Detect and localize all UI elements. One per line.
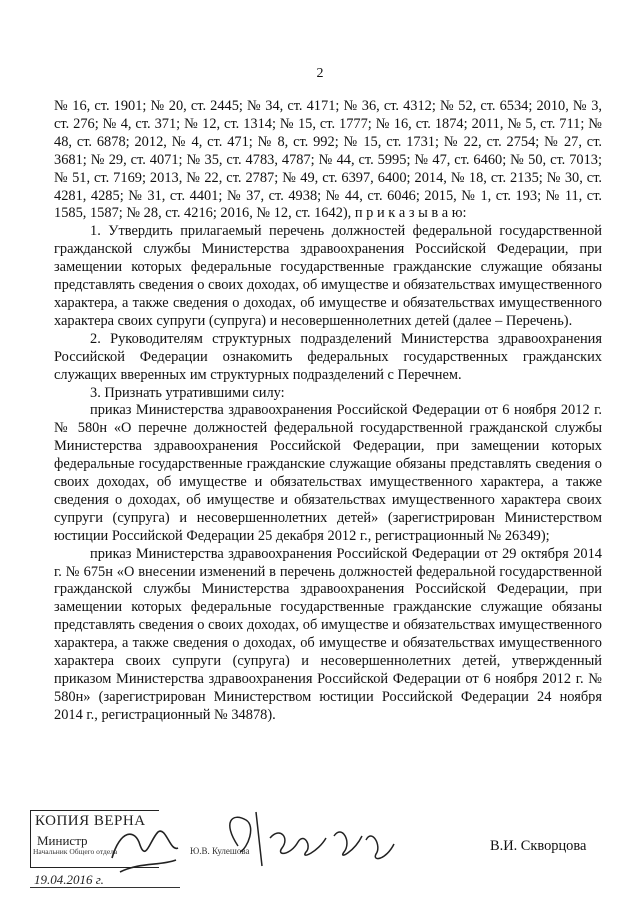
- paragraph-item-3: 3. Признать утратившими силу:: [90, 384, 285, 401]
- paragraph-repealed-order-1: приказ Министерства здравоохранения Российской Федерации от 6 ноября 2012 г. № 580н «О перечне должностей федеральной государственной гражданской службы Министерства здравоохранения Российской Федерации, при замещении которых федеральные государственные гражданские служащие обязаны представлять сведения о своих доходах, об имуществе и обязательствах имущественного характера, а также сведения о доходах, об имуществе и обязательствах имущественного характера своих супруги (супруга) и несовершеннолетних детей» (зарегистрирован Министерством юстиции Российской Федерации 25 декабря 2012 г., регистрационный № 26349);: [54, 402, 602, 544]
- signer-name: В.И. Скворцова: [490, 838, 587, 854]
- stamp-position: Министр: [37, 833, 88, 848]
- stamp-signer-name: Ю.В. Кулешова: [190, 846, 250, 856]
- paragraph-repealed-order-2: приказ Министерства здравоохранения Российской Федерации от 29 октября 2014 г. № 675н «О внесении изменений в перечень должностей федеральной государственной гражданской службы Министерства здравоохранения Российской Федерации, при замещении которых федеральные государственные гражданские служащие обязаны представлять сведения о своих доходах, об имуществе и обязательствах имущественного характера, а также сведения о доходах, об имуществе и обязательствах имущественного характера своих супруги (супруга) и несовершеннолетних детей, утвержденный приказом Министерства здравоохранения Российской Федерации от 6 ноября 2012 г. № 580н» (зарегистрирован Министерством юстиции Российской Федерации 24 ноября 2014 г., регистрационный № 34878).: [54, 545, 602, 723]
- paragraph-citations: № 16, ст. 1901; № 20, ст. 2445; № 34, ст. 4171; № 36, ст. 4312; № 52, ст. 6534; 2010, № 3, ст. 276; № 4, ст. 371; № 12, ст. 1314; № 15, ст. 1777; № 16, ст. 1874; 2011, № 5, ст. 711; № 48, ст. 6878; 2012, № 4, ст. 471; № 8, ст. 992; № 15, ст. 1731; № 22, ст. 2754; № 27, ст. 3681; № 29, ст. 4071; № 35, ст. 4783, 4787; № 44, ст. 5995; № 47, ст. 6460; № 50, ст. 7013; № 51, ст. 7169; 2013, № 22, ст. 2787; № 49, ст. 6397, 6400; 2014, № 18, ст. 2135; № 30, ст. 4281, 4285; № 31, ст. 4401; № 37, ст. 4938; № 44, ст. 6046; 2015, № 1, ст. 193; № 11, ст. 1585, 1587; № 28, ст. 4216; 2016, № 12, ст. 1642), п р и к а з ы в а ю:: [54, 98, 602, 222]
- paragraph-item-1: 1. Утвердить прилагаемый перечень должностей федеральной государственной гражданской службы Министерства здравоохранения Российской Федерации, при замещении которых федеральные государственные гражданские служащие обязаны представлять сведения о своих доходах, об имуществе и обязательствах имущественного характера, а также сведения о доходах, об имуществе и обязательствах имущественного характера своих супруги (супруга) и несовершеннолетних детей (далее – Перечень).: [54, 223, 602, 329]
- stamp-department: Начальник Общего отдела: [33, 847, 118, 856]
- stamp-handwritten-signature: [112, 831, 178, 872]
- stamp-date: 19.04.2016 г.: [34, 872, 104, 887]
- page-number: 2: [316, 66, 324, 81]
- stamp-title: КОПИЯ ВЕРНА: [35, 813, 146, 829]
- minister-handwritten-signature: [230, 812, 394, 866]
- paragraph-item-2: 2. Руководителям структурных подразделений Министерства здравоохранения Российской Федерации ознакомить федеральных государственных гражданских служащих вверенных им структурных подразделений с Перечнем.: [54, 330, 602, 383]
